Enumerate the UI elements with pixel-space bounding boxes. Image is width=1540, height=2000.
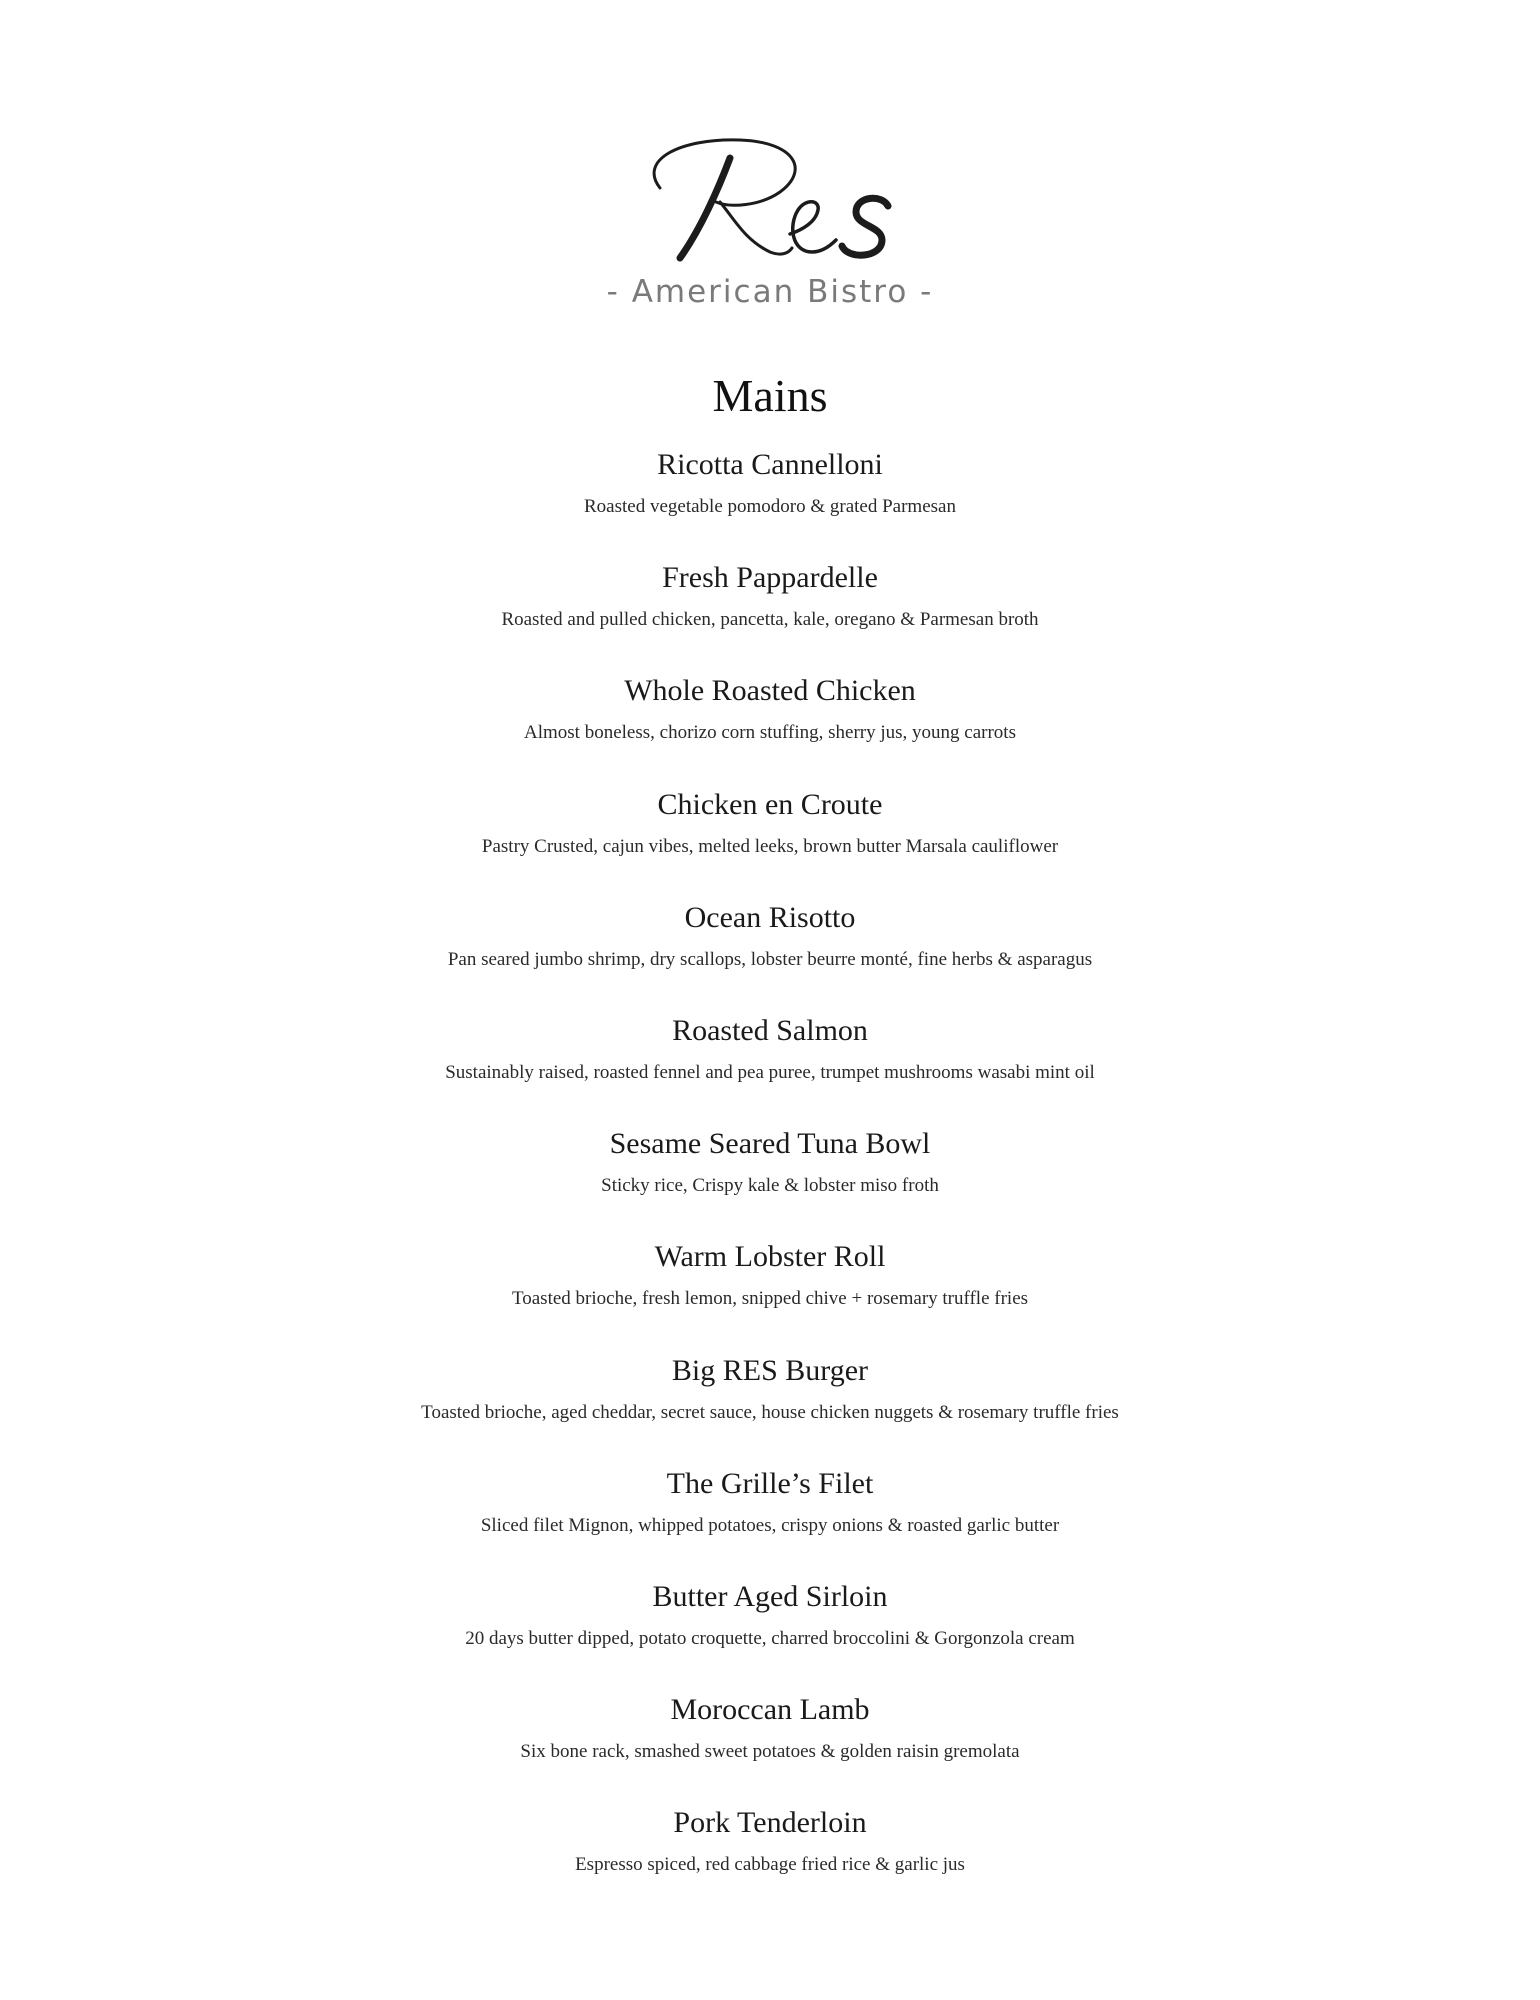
menu-item-description: 20 days butter dipped, potato croquette, charred broccolini & Gorgonzola cream: [465, 1627, 1075, 1649]
menu-item: [0, 1463, 1540, 1576]
menu-section-title: Mains: [712, 370, 828, 421]
menu-item: [0, 557, 1540, 670]
menu-item: [0, 670, 1540, 783]
menu-item-name: Fresh Pappardelle: [662, 561, 878, 595]
menu-item: [0, 1123, 1540, 1236]
restaurant-logo: [0, 130, 1540, 310]
menu-item-name: Ricotta Cannelloni: [657, 448, 883, 481]
menu-item: [0, 1576, 1540, 1689]
menu-item-name: Sesame Seared Tuna Bowl: [609, 1127, 931, 1161]
menu-item-description: Six bone rack, smashed sweet potatoes & golden raisin gremolata: [520, 1741, 1020, 1763]
menu-item-description: Pan seared jumbo shrimp, dry scallops, lobster beurre monté, fine herbs & asparagus: [447, 948, 1093, 970]
menu-item: [0, 784, 1540, 897]
menu-item: [0, 1802, 1540, 1915]
menu-item-name: Roasted Salmon: [672, 1013, 868, 1047]
menu-item-name: Ocean Risotto: [684, 900, 856, 934]
menu-item-name: The Grille’s Filet: [666, 1466, 874, 1500]
menu-item-description: Pastry Crusted, cajun vibes, melted leeks, brown butter Marsala cauliflower: [481, 835, 1059, 857]
menu-item-description: Almost boneless, chorizo corn stuffing, sherry jus, young carrots: [524, 722, 1016, 744]
res-script-logo: [620, 130, 920, 270]
menu-item-name: Warm Lobster Roll: [654, 1240, 886, 1274]
menu-items-list: [0, 444, 1540, 1915]
menu-item: [0, 444, 1540, 557]
menu-item: [0, 1010, 1540, 1123]
menu-item-name: Whole Roasted Chicken: [624, 674, 916, 708]
menu-item-description: Sliced filet Mignon, whipped potatoes, crispy onions & roasted garlic butter: [480, 1514, 1060, 1536]
menu-item-name: Pork Tenderloin: [673, 1806, 867, 1840]
menu-item-description: Roasted vegetable pomodoro & grated Parmesan: [584, 496, 956, 517]
logo-subtitle: - American Bistro -: [606, 274, 934, 310]
menu-item-name: Chicken en Croute: [657, 787, 883, 821]
menu-item-name: Big RES Burger: [671, 1353, 869, 1387]
menu-item: [0, 1350, 1540, 1463]
menu-item-name: Butter Aged Sirloin: [652, 1579, 888, 1613]
menu-item-description: Espresso spiced, red cabbage fried rice & garlic jus: [575, 1854, 965, 1876]
menu-item: [0, 1236, 1540, 1349]
menu-item-description: Sustainably raised, roasted fennel and pea puree, trumpet mushrooms wasabi mint oil: [445, 1061, 1095, 1083]
menu-item: [0, 1689, 1540, 1802]
menu-item-description: Toasted brioche, aged cheddar, secret sauce, house chicken nuggets & rosemary truffle fries: [421, 1401, 1119, 1423]
menu-item-description: Toasted brioche, fresh lemon, snipped chive + rosemary truffle fries: [511, 1288, 1029, 1310]
menu-item: [0, 897, 1540, 1010]
menu-item-description: Roasted and pulled chicken, pancetta, kale, oregano & Parmesan broth: [501, 609, 1039, 631]
menu-item-description: Sticky rice, Crispy kale & lobster miso froth: [601, 1175, 939, 1197]
menu-item-name: Moroccan Lamb: [670, 1693, 870, 1727]
